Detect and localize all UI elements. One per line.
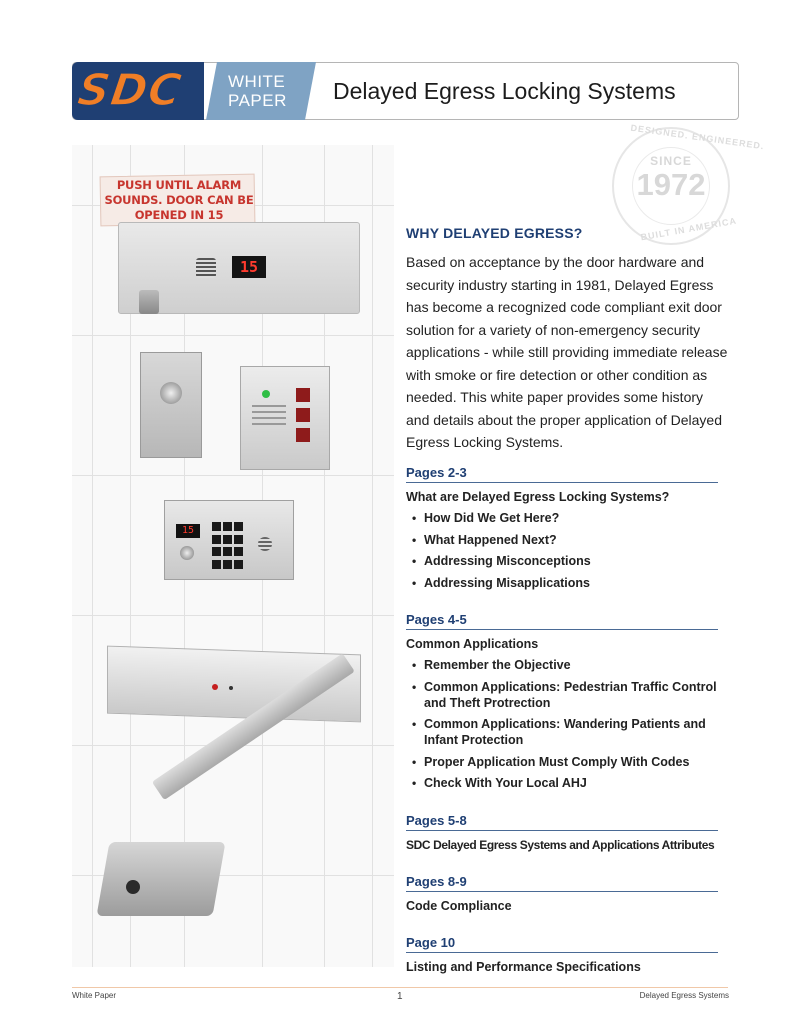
background-line (72, 475, 394, 476)
toc-item: • Check With Your Local AHJ (406, 775, 718, 791)
status-panel-labels (252, 405, 292, 429)
toc-pages-link[interactable]: Pages 2-3 (406, 465, 718, 483)
key-icon (139, 290, 159, 314)
toc-section-title: What are Delayed Egress Locking Systems? (406, 490, 670, 504)
seal-bottom-text: BUILT IN AMERICA (639, 215, 738, 243)
toc-item: • How Did We Get Here? (406, 510, 718, 526)
footer-divider (72, 987, 728, 988)
toc-item-list (406, 657, 718, 791)
background-line (92, 145, 93, 967)
toc-item: • Common Applications: Wandering Patients and Infant Protection (406, 716, 718, 748)
keypad-keys (212, 522, 244, 570)
toc-section (406, 813, 718, 853)
toc-item: • Addressing Misconceptions (406, 553, 718, 569)
key-switch-label (146, 420, 198, 434)
badge-line-2: PAPER (228, 91, 287, 110)
toc-section-title: Code Compliance (406, 899, 512, 913)
badge-line-1: WHITE (228, 72, 286, 91)
indicator-led-icon (229, 686, 233, 690)
egress-sign-text: PUSH UNTIL ALARM SOUNDS. DOOR CAN BE OPENED IN 15 (104, 178, 254, 222)
seal-top-text: DESIGNED. ENGINEERED. (629, 122, 766, 152)
white-paper-badge-text (228, 72, 287, 110)
status-button-icon (296, 388, 310, 402)
intro-heading: WHY DELAYED EGRESS? (406, 225, 583, 241)
status-led-icon (262, 390, 270, 398)
toc-section (406, 874, 718, 914)
indicator-led-icon (212, 684, 218, 690)
toc-item-list (406, 510, 718, 591)
key-cylinder-icon (180, 546, 194, 560)
sdc-logo (72, 62, 204, 120)
logo-text: SDC (74, 65, 186, 116)
toc-section-title: Common Applications (406, 637, 539, 651)
document-title: Delayed Egress Locking Systems (333, 78, 676, 104)
footer-right-text: Delayed Egress Systems (639, 991, 729, 1000)
speaker-icon (258, 537, 272, 551)
toc-pages-link[interactable]: Pages 4-5 (406, 612, 718, 630)
background-line (72, 335, 394, 336)
toc-item: • Proper Application Must Comply With Codes (406, 754, 718, 770)
toc-section (406, 612, 718, 797)
page-number: 1 (397, 991, 403, 1002)
key-cylinder-icon (160, 382, 182, 404)
footer-left-text: White Paper (72, 991, 117, 1000)
status-button-icon (296, 408, 310, 422)
toc-item: • Remember the Objective (406, 657, 718, 673)
background-line (372, 145, 373, 967)
toc-section-title: Listing and Performance Specifications (406, 960, 641, 974)
speaker-icon (196, 258, 216, 278)
status-button-icon (296, 428, 310, 442)
toc-section-title: SDC Delayed Egress Systems and Applications Attributes (406, 838, 715, 852)
toc-section (406, 935, 718, 975)
seal-since: SINCE (650, 154, 692, 168)
key-cylinder-icon (126, 880, 140, 894)
toc-pages-link[interactable]: Page 10 (406, 935, 718, 953)
toc-item: • What Happened Next? (406, 532, 718, 548)
background-line (72, 615, 394, 616)
seal-year: 1972 (636, 167, 706, 202)
exit-device-housing (96, 842, 225, 916)
toc-section (406, 465, 718, 596)
toc-item: • Addressing Misapplications (406, 575, 718, 591)
intro-paragraph: Based on acceptance by the door hardware and security industry starting in 1981, Delayed Egress has become a recognized code compliant exit door solution for a variety of non-emergency security applications - while still providing immediate release with smoke or fire detection or other condition as needed. This white paper provides some history and details about the proper application of Delayed Egress Locking Systems. (406, 254, 728, 450)
toc-pages-link[interactable]: Pages 8-9 (406, 874, 718, 892)
toc-item: • Common Applications: Pedestrian Traffic Control and Theft Protrection (406, 679, 718, 711)
countdown-display: 15 (232, 256, 266, 278)
keypad-display: 15 (176, 524, 200, 538)
key-switch-plate (140, 352, 202, 458)
toc-pages-link[interactable]: Pages 5-8 (406, 813, 718, 831)
